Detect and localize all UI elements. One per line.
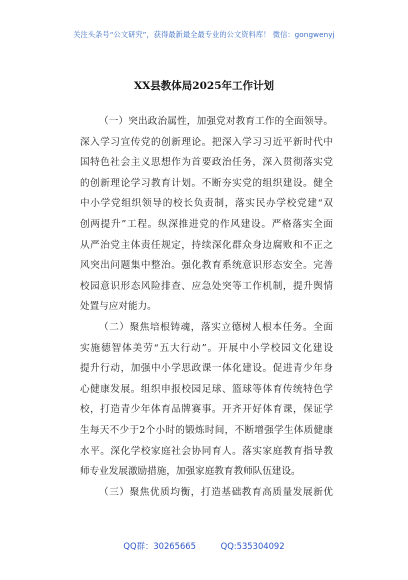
paragraph-line: 生每天不少于2个小时的锻炼时间，不断增强学生体质健康: [80, 424, 333, 436]
document-body: [80, 112, 333, 503]
footer-contact: [0, 540, 408, 552]
paragraph-line: 师专业发展激励措施，加强家庭教育教师队伍建设。: [80, 466, 301, 478]
paragraph-line: 创两提升”工程。纵深推进党的作风建设。严格落实全面: [80, 218, 333, 230]
qq-number-text: QQ:535304092: [220, 541, 285, 551]
paragraph-line: （三）聚焦优质均衡，打造基础教育高质量发展新优: [99, 486, 333, 498]
paragraph-line: 心健康发展。组织申报校园足球、篮球等体育传统特色学: [80, 383, 333, 395]
paragraph-line: 从严治党主体责任规定，持续深化群众身边腐败和不正之: [80, 239, 333, 251]
header-note: 关注头条号“公文研究”，获得最新最全最专业的公文资料库！ 微信：gongwenyj: [73, 30, 335, 39]
paragraph-line: （二）聚焦培根铸魂，落实立德树人根本任务。全面: [99, 321, 333, 333]
qq-group-text: QQ群：30265665: [123, 541, 196, 551]
paragraph-line: 提升行动，加强中小学思政课一体化建设。促进青少年身: [80, 363, 333, 375]
document-title: XX县教体局2025年工作计划: [133, 80, 275, 92]
paragraph-line: 风突出问题集中整治。强化教育系统意识形态安全。完善: [80, 260, 333, 272]
paragraph-line: 深入学习宣传党的创新理论。把深入学习习近平新时代中: [80, 136, 333, 148]
paragraph-line: 校园意识形态风险排查、应急处突等工作机制，提升舆情: [80, 280, 333, 292]
paragraph-line: 国特色社会主义思想作为首要政治任务，深入贯彻落实党: [80, 157, 333, 169]
paragraph-line: 水平。深化学校家庭社会协同育人。落实家庭教育指导教: [80, 445, 333, 457]
paragraph-line: （一）突出政治属性，加强党对教育工作的全面领导。: [99, 116, 333, 127]
paragraph-line: 中小学党组织领导的校长负责制，落实民办学校党建“双: [80, 198, 333, 210]
paragraph-line: 校，打造青少年体育品牌赛事。开齐开好体育课，保证学: [80, 404, 333, 416]
paragraph-line: 实施德智体美劳“五大行动”。开展中小学校园文化建设: [80, 342, 333, 354]
paragraph-line: 的创新理论学习教育计划。不断夯实党的组织建设。健全: [80, 177, 333, 189]
paragraph-line: 处置与应对能力。: [80, 301, 157, 313]
